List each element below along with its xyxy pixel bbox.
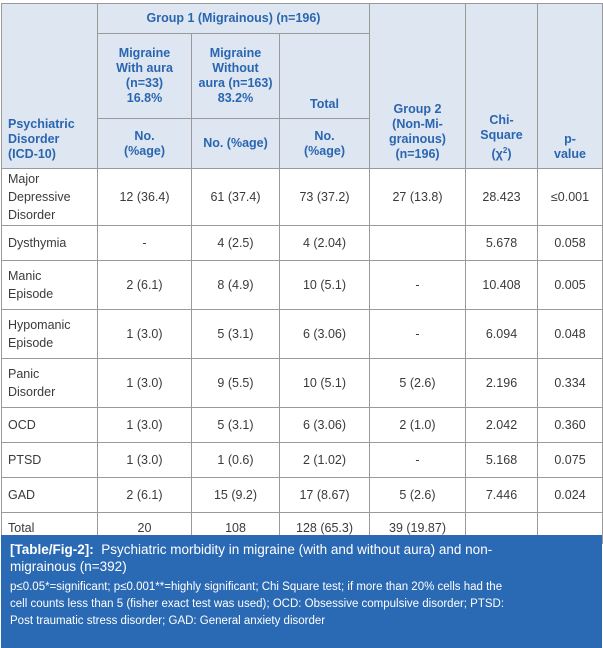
row-label-line: GAD	[8, 488, 36, 502]
with-aura-line1: Migraine	[118, 46, 171, 60]
row-label-line: PTSD	[8, 453, 42, 467]
cell-group2	[370, 226, 466, 261]
table-row	[2, 408, 603, 443]
row-label-line: Total	[8, 521, 35, 535]
row-label-line: Episode	[8, 336, 54, 350]
header-group2-line1: Group 2	[393, 102, 442, 116]
row-label-line: Dysthymia	[8, 236, 67, 250]
cell-with-aura: 1 (3.0)	[98, 408, 192, 443]
cell-total: 4 (2.04)	[280, 226, 370, 261]
table-row	[2, 226, 603, 261]
without-aura-line4: 83.2%	[217, 91, 254, 105]
caption-note	[10, 579, 593, 630]
caption-label: [Table/Fig-2]:	[10, 542, 94, 557]
table-row	[2, 478, 603, 513]
row-label	[2, 478, 98, 513]
with-aura-line3: (n=33)	[125, 76, 164, 90]
row-label	[2, 169, 98, 226]
row-label-line: Disorder	[8, 385, 56, 399]
row-label-line: Major	[8, 172, 40, 186]
figure-caption	[1, 535, 602, 648]
cell-chi: 6.094	[466, 310, 538, 359]
sub-with-aura-line1: No.	[134, 128, 155, 143]
row-label	[2, 443, 98, 478]
cell-group2: -	[370, 443, 466, 478]
cell-chi: 2.196	[466, 359, 538, 408]
row-label-line: Disorder	[8, 208, 56, 222]
without-aura-line1: Migraine	[209, 46, 262, 60]
table-row	[2, 261, 603, 310]
cell-without-aura: 4 (2.5)	[192, 226, 280, 261]
header-p-line2: value	[554, 147, 586, 161]
cell-without-aura: 5 (3.1)	[192, 408, 280, 443]
header-p-line1: p-	[564, 132, 576, 146]
header-with-aura	[98, 34, 192, 119]
cell-with-aura: 2 (6.1)	[98, 478, 192, 513]
with-aura-line4: 16.8%	[126, 91, 163, 105]
header-chi-line3	[492, 147, 512, 161]
row-label	[2, 408, 98, 443]
cell-without-aura: 8 (4.9)	[192, 261, 280, 310]
cell-with-aura: 20	[98, 513, 192, 544]
sub-total-line1: No.	[314, 128, 335, 143]
cell-group2: 5 (2.6)	[370, 478, 466, 513]
cell-total: 10 (5.1)	[280, 261, 370, 310]
cell-without-aura: 15 (9.2)	[192, 478, 280, 513]
cell-total: 2 (1.02)	[280, 443, 370, 478]
chi-pre: (χ	[491, 147, 503, 161]
row-label-line: Episode	[8, 287, 54, 301]
without-aura-line3: aura (n=163)	[198, 76, 273, 90]
cell-p: 0.334	[538, 359, 603, 408]
cell-chi: 7.446	[466, 478, 538, 513]
sub-total-line2: (%age)	[304, 143, 345, 158]
caption-title	[10, 541, 593, 575]
cell-total: 10 (5.1)	[280, 359, 370, 408]
header-p-value	[538, 4, 603, 169]
cell-p: 0.360	[538, 408, 603, 443]
header-chi-line1: Chi-	[489, 112, 514, 127]
cell-total: 17 (8.67)	[280, 478, 370, 513]
table-row	[2, 443, 603, 478]
row-label	[2, 261, 98, 310]
caption-note-line2: cell counts less than 5 (fisher exact test was used); OCD: Obsessive compulsive disorder; PTSD:	[10, 598, 505, 610]
cell-chi: 10.408	[466, 261, 538, 310]
cell-group2: -	[370, 261, 466, 310]
caption-title-line2: migrainous (n=392)	[10, 559, 127, 574]
row-label-line: Panic	[8, 367, 40, 381]
table-row	[2, 169, 603, 226]
header-disorder-line2: Disorder	[8, 132, 60, 146]
cell-p: ≤0.001	[538, 169, 603, 226]
row-label-line: OCD	[8, 418, 36, 432]
header-disorder-line3: (ICD-10)	[8, 147, 56, 161]
sub-with-aura-line2: (%age)	[124, 143, 165, 158]
cell-chi: 5.678	[466, 226, 538, 261]
cell-total: 6 (3.06)	[280, 408, 370, 443]
header-without-aura	[192, 34, 280, 119]
cell-group2: 2 (1.0)	[370, 408, 466, 443]
header-disorder	[2, 4, 98, 169]
subheader-with-aura	[98, 119, 192, 169]
caption-note-line1: p≤0.05*=significant; p≤0.001**=highly significant; Chi Square test; if more than 20% cells had the	[10, 581, 503, 593]
cell-with-aura: 1 (3.0)	[98, 359, 192, 408]
cell-group2: -	[370, 310, 466, 359]
cell-with-aura: 1 (3.0)	[98, 443, 192, 478]
header-group2	[370, 4, 466, 169]
row-label	[2, 310, 98, 359]
header-group2-line4: (n=196)	[395, 147, 440, 161]
cell-group2: 27 (13.8)	[370, 169, 466, 226]
cell-with-aura: -	[98, 226, 192, 261]
caption-title-line1: Psychiatric morbidity in migraine (with and without aura) and non-	[101, 542, 493, 557]
row-label-line: Hypomanic	[8, 318, 71, 332]
caption-note-line3: Post traumatic stress disorder; GAD: General anxiety disorder	[10, 615, 326, 627]
cell-without-aura: 1 (0.6)	[192, 443, 280, 478]
without-aura-line2: Without	[212, 61, 259, 75]
table-body	[2, 169, 603, 544]
cell-p: 0.024	[538, 478, 603, 513]
cell-without-aura: 108	[192, 513, 280, 544]
chi-superscript: 2	[502, 145, 508, 155]
subheader-without-aura: No. (%age)	[192, 119, 280, 169]
morbidity-table	[1, 3, 603, 544]
header-row-1	[2, 4, 603, 34]
row-label	[2, 359, 98, 408]
header-group2-line3: grainous)	[389, 132, 446, 146]
cell-p: 0.058	[538, 226, 603, 261]
cell-p: 0.075	[538, 443, 603, 478]
cell-total: 6 (3.06)	[280, 310, 370, 359]
header-group2-line2: (Non-Mi-	[392, 117, 443, 131]
cell-without-aura: 5 (3.1)	[192, 310, 280, 359]
cell-chi: 5.168	[466, 443, 538, 478]
header-disorder-line1: Psychiatric	[8, 117, 75, 131]
cell-with-aura: 12 (36.4)	[98, 169, 192, 226]
cell-p: 0.048	[538, 310, 603, 359]
row-label-line: Depressive	[8, 190, 71, 204]
row-label-line: Manic	[8, 269, 42, 283]
header-chi-line2: Square	[480, 127, 523, 142]
cell-total: 128 (65.3)	[280, 513, 370, 544]
cell-chi: 2.042	[466, 408, 538, 443]
with-aura-line2: With aura	[116, 61, 173, 75]
cell-without-aura: 61 (37.4)	[192, 169, 280, 226]
header-group1: Group 1 (Migrainous) (n=196)	[98, 4, 370, 34]
cell-group2: 39 (19.87)	[370, 513, 466, 544]
row-label	[2, 226, 98, 261]
table-row	[2, 310, 603, 359]
cell-chi: 28.423	[466, 169, 538, 226]
cell-with-aura: 1 (3.0)	[98, 310, 192, 359]
header-chi-square	[466, 4, 538, 169]
cell-p: 0.005	[538, 261, 603, 310]
cell-with-aura: 2 (6.1)	[98, 261, 192, 310]
chi-post: )	[507, 147, 512, 161]
cell-total: 73 (37.2)	[280, 169, 370, 226]
subheader-total	[280, 119, 370, 169]
header-total: Total	[280, 34, 370, 119]
cell-group2: 5 (2.6)	[370, 359, 466, 408]
cell-without-aura: 9 (5.5)	[192, 359, 280, 408]
table-row	[2, 359, 603, 408]
